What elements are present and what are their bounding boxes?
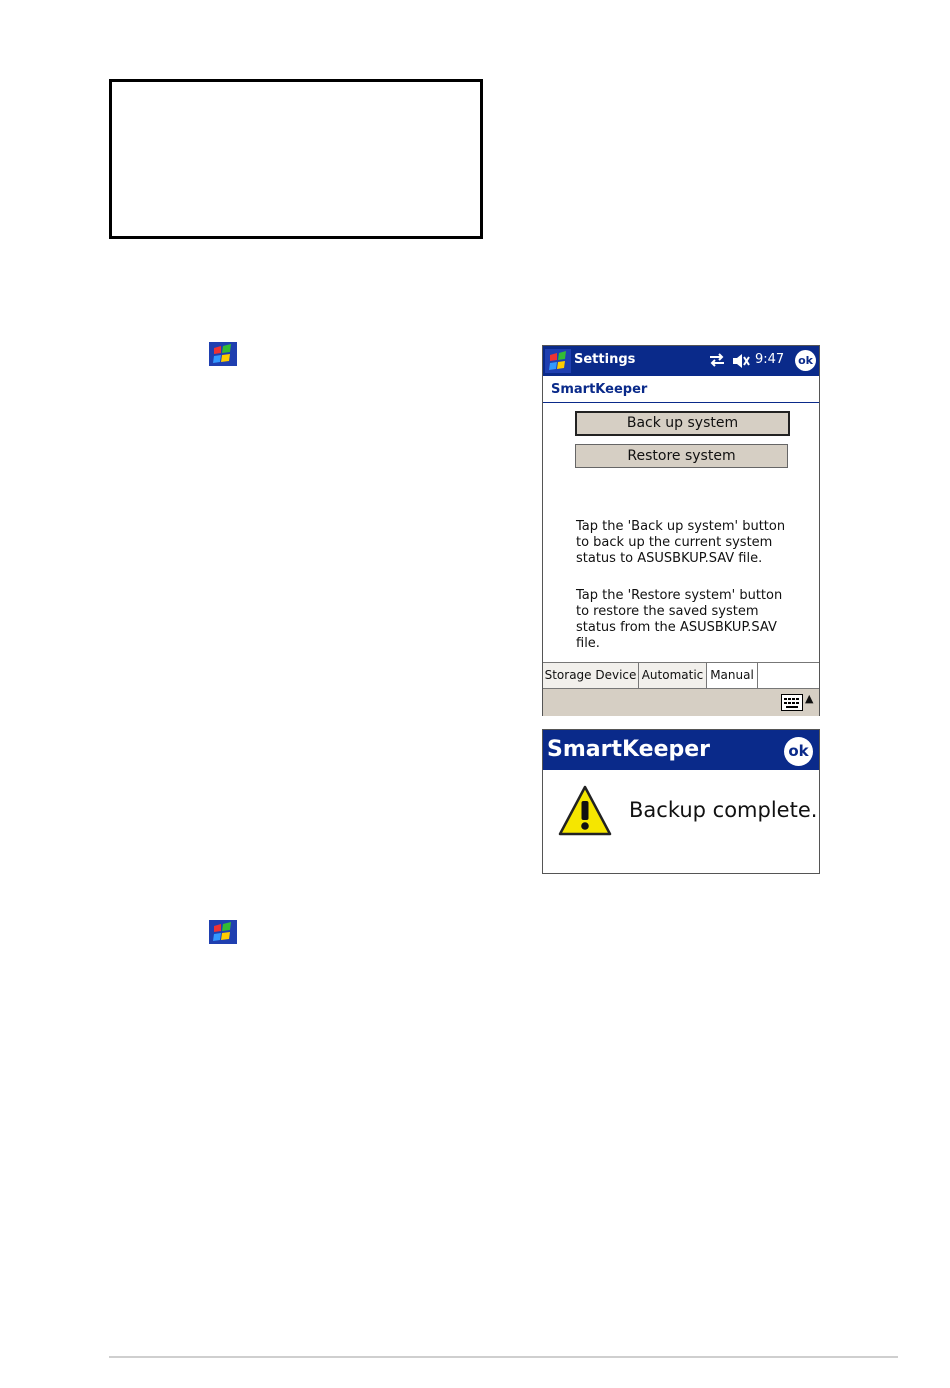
- dialog-ok-button[interactable]: ok: [784, 737, 813, 766]
- windows-flag-icon: [209, 342, 237, 370]
- restore-help-text: Tap the 'Restore system' button to restore the saved system status from the ASUSBKUP.SAV file.: [576, 588, 783, 651]
- backup-help-text: Tap the 'Back up system' button to back up the current system status to ASUSBKUP.SAV file.: [576, 519, 786, 566]
- backup-complete-dialog: [542, 729, 820, 874]
- smartkeeper-settings-screen: [542, 345, 820, 716]
- connectivity-arrows-icon[interactable]: [707, 350, 727, 374]
- dialog-title: SmartKeeper: [547, 737, 711, 762]
- footer-rule: [109, 1356, 898, 1358]
- app-title: SmartKeeper: [551, 382, 648, 397]
- clock[interactable]: 9:47: [755, 352, 785, 367]
- menu-bar: [543, 688, 819, 716]
- dialog-title-bar: [543, 730, 819, 770]
- tab-storage-device[interactable]: Storage Device: [543, 663, 639, 688]
- header-divider: [543, 402, 819, 403]
- keyboard-icon[interactable]: [781, 694, 803, 711]
- start-menu-button[interactable]: [545, 349, 571, 373]
- note-box: [109, 79, 483, 239]
- warning-triangle-icon: [557, 784, 613, 842]
- window-title: Settings: [574, 352, 636, 367]
- windows-flag-icon: [209, 920, 237, 948]
- ok-button[interactable]: ok: [795, 350, 816, 371]
- back-up-system-button[interactable]: Back up system: [575, 411, 790, 436]
- dialog-message: Backup complete.: [629, 798, 818, 822]
- tab-automatic[interactable]: Automatic: [639, 663, 707, 688]
- tab-strip: [543, 662, 819, 689]
- windows-flag-icon: [545, 349, 571, 373]
- restore-system-button[interactable]: Restore system: [575, 444, 788, 468]
- input-menu-arrow-icon[interactable]: ▲: [805, 692, 814, 705]
- tab-manual[interactable]: Manual: [707, 663, 758, 688]
- speaker-muted-icon[interactable]: [731, 351, 751, 375]
- title-bar: [543, 346, 819, 376]
